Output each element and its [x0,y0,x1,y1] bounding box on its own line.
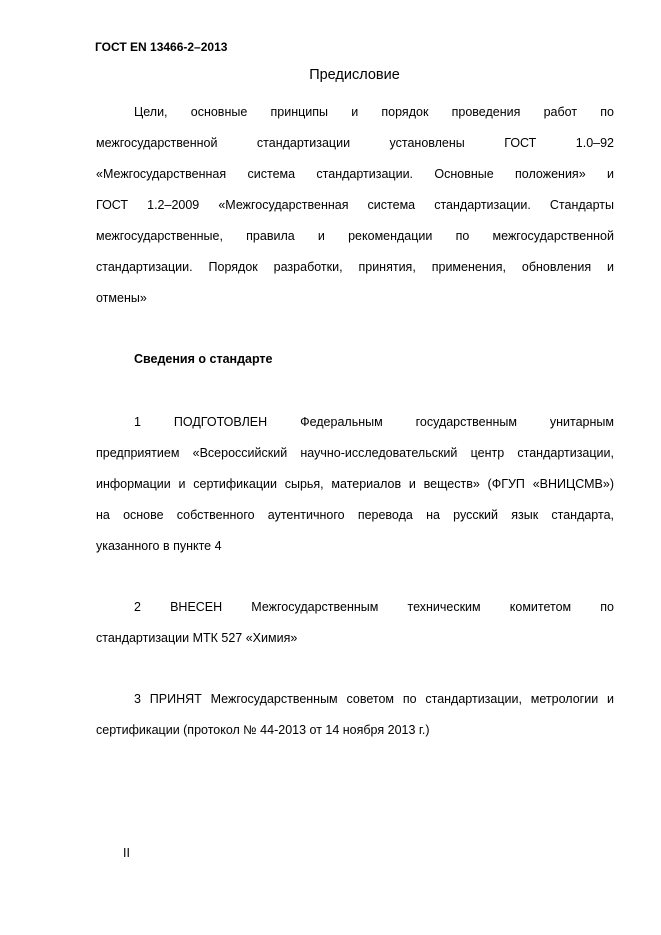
intro-line: отмены» [96,291,147,305]
intro-line: «Межгосударственная система стандартизации. Основные положения» и [96,167,614,181]
item-2-line: стандартизации МТК 527 «Химия» [96,631,298,645]
intro-line: Цели, основные принципы и порядок проведения работ по [134,105,614,119]
item-1-line: указанного в пункте 4 [96,539,222,553]
intro-line: межгосударственные, правила и рекомендации по межгосударственной [96,229,614,243]
item-2-paragraph [96,592,614,654]
item-3-paragraph [96,684,614,746]
item-1-line: 1 ПОДГОТОВЛЕН Федеральным государственным унитарным [134,415,614,429]
section-heading: Сведения о стандарте [134,352,273,366]
intro-line: межгосударственной стандартизации установлены ГОСТ 1.0–92 [96,136,614,150]
item-1-line: предприятием «Всероссийский научно-исследовательский центр стандартизации, [96,446,614,460]
item-3-line: 3 ПРИНЯТ Межгосударственным советом по стандартизации, метрологии и [134,692,614,706]
page-number: II [123,846,130,860]
intro-paragraph [96,97,614,314]
item-1-line: на основе собственного аутентичного перевода на русский язык стандарта, [96,508,614,522]
item-1-paragraph [96,407,614,562]
item-2-line: 2 ВНЕСЕН Межгосударственным техническим комитетом по [134,600,614,614]
intro-line: стандартизации. Порядок разработки, принятия, применения, обновления и [96,260,614,274]
item-3-line: сертификации (протокол № 44-2013 от 14 ноября 2013 г.) [96,723,430,737]
intro-line: ГОСТ 1.2–2009 «Межгосударственная система стандартизации. Стандарты [96,198,614,212]
item-1-line: информации и сертификации сырья, материалов и веществ» (ФГУП «ВНИЦСМВ») [96,477,614,491]
page-title: Предисловие [309,67,400,83]
document-code: ГОСТ EN 13466-2–2013 [95,40,228,54]
